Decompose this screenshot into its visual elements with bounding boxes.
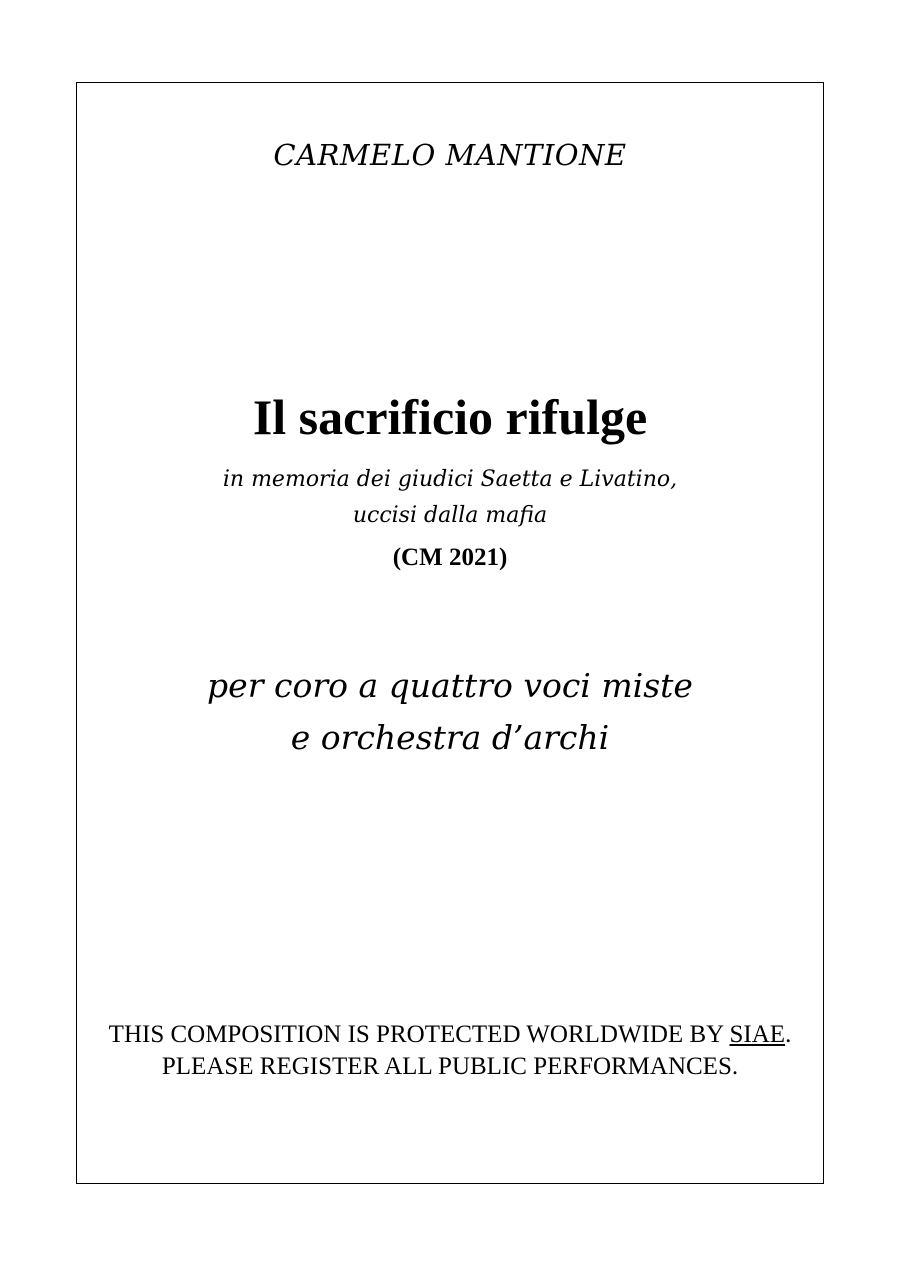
dedication-line-2: uccisi dalla mafia — [352, 503, 548, 528]
composer-name: CARMELO MANTIONE — [273, 138, 627, 172]
copyright-line-1-suffix: . — [785, 1021, 792, 1048]
dedication-line-1: in memoria dei giudici Saetta e Livatino, — [222, 467, 678, 492]
work-title: Il sacrificio rifulge — [252, 389, 648, 445]
copyright-line-1-prefix: THIS COMPOSITION IS PROTECTED WORLDWIDE BY — [108, 1021, 730, 1048]
dedication — [0, 462, 900, 534]
copyright-notice — [0, 1019, 900, 1083]
siae-link[interactable]: SIAE — [729, 1021, 786, 1048]
instrumentation — [0, 660, 900, 764]
catalog-number: (CM 2021) — [392, 544, 508, 571]
instrumentation-line-1: per coro a quattro voci miste — [207, 666, 693, 705]
copyright-line-2: PLEASE REGISTER ALL PUBLIC PERFORMANCES. — [161, 1053, 739, 1080]
copyright-line-1 — [0, 1019, 900, 1051]
instrumentation-line-2: e orchestra d’archi — [290, 718, 610, 757]
